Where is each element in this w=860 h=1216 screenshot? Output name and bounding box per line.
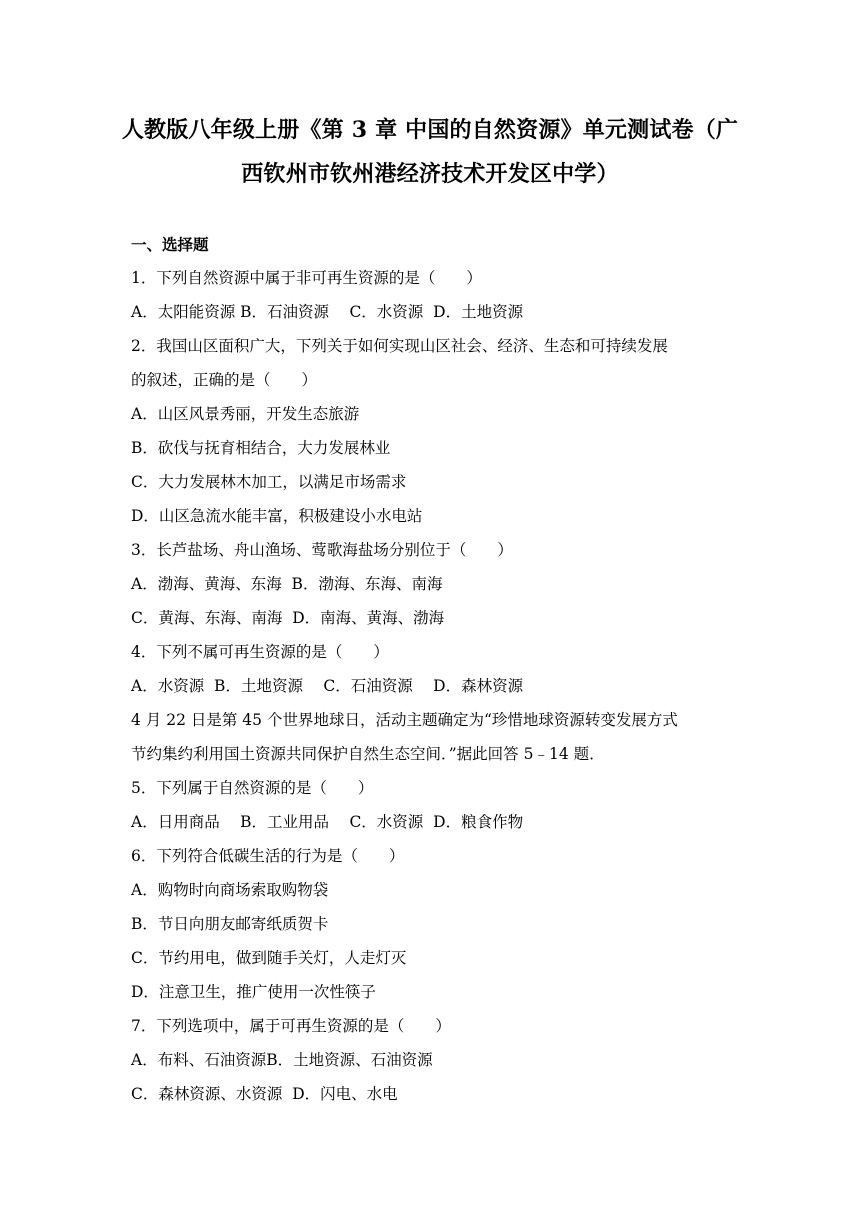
question-4-stem: 4．下列不属可再生资源的是（ ） <box>131 643 389 661</box>
question-3-options-ab: A．渤海、黄海、东海 B．渤海、东海、南海 <box>131 575 443 593</box>
question-6-stem: 6．下列符合低碳生活的行为是（ ） <box>131 847 405 865</box>
question-7-options-cd: C．森林资源、水资源 D．闪电、水电 <box>131 1085 398 1103</box>
question-4-options: A．水资源 B．土地资源 C．石油资源 D．森林资源 <box>131 677 524 695</box>
question-5-options: A．日用商品 B．工业用品 C．水资源 D．粮食作物 <box>131 813 524 831</box>
question-6-option-d: D．注意卫生，推广使用一次性筷子 <box>131 983 376 1001</box>
reading-passage-cont: 节约集约利用国土资源共同保护自然生态空间．”据此回答 5﹣14 题． <box>131 745 605 763</box>
question-6-option-c: C．节约用电，做到随手关灯，人走灯灭 <box>131 949 407 967</box>
reading-passage: 4 月 22 日是第 45 个世界地球日，活动主题确定为“珍惜地球资源转变发展方式 <box>131 711 678 729</box>
question-2-stem-cont: 的叙述，正确的是（ ） <box>131 371 318 389</box>
question-2-option-d: D．山区急流水能丰富，积极建设小水电站 <box>131 507 423 525</box>
question-1-options: A．太阳能资源 B．石油资源 C．水资源 D．土地资源 <box>131 303 524 321</box>
document-title-line-1: 人教版八年级上册《第 3 章 中国的自然资源》单元测试卷（广 <box>121 117 739 143</box>
question-1-stem: 1．下列自然资源中属于非可再生资源的是（ ） <box>131 269 482 287</box>
question-7-options-ab: A．布料、石油资源B．土地资源、石油资源 <box>131 1051 433 1069</box>
question-7-stem: 7．下列选项中，属于可再生资源的是（ ） <box>131 1017 451 1035</box>
document-title-line-2: 西钦州市钦州港经济技术开发区中学） <box>241 161 619 187</box>
section-heading: 一、选择题 <box>131 235 209 254</box>
question-2-stem: 2．我国山区面积广大，下列关于如何实现山区社会、经济、生态和可持续发展 <box>131 337 668 355</box>
question-3-options-cd: C．黄海、东海、南海 D．南海、黄海、渤海 <box>131 609 445 627</box>
question-2-option-c: C．大力发展林木加工，以满足市场需求 <box>131 473 407 491</box>
question-6-option-b: B．节日向朋友邮寄纸质贺卡 <box>131 915 329 933</box>
question-2-option-b: B．砍伐与抚育相结合，大力发展林业 <box>131 439 391 457</box>
question-5-stem: 5．下列属于自然资源的是（ ） <box>131 779 374 797</box>
question-3-stem: 3．长芦盐场、舟山渔场、莺歌海盐场分别位于（ ） <box>131 541 513 559</box>
question-6-option-a: A．购物时向商场索取购物袋 <box>131 881 329 899</box>
question-2-option-a: A．山区风景秀丽，开发生态旅游 <box>131 405 360 423</box>
question-list <box>131 268 751 1118</box>
